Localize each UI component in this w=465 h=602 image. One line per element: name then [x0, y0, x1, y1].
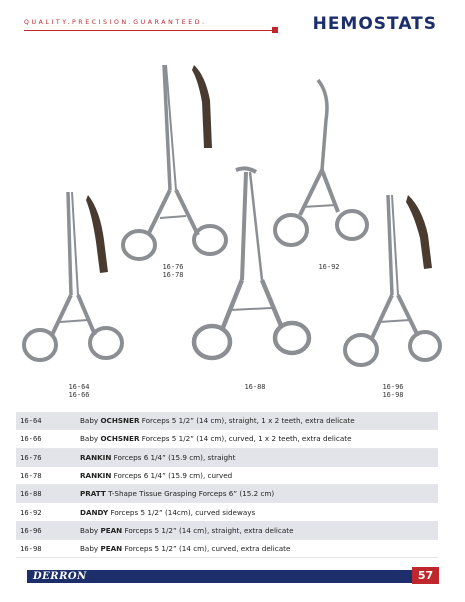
instrument-photos — [0, 40, 465, 405]
page-title: HEMOSTATS — [312, 14, 437, 34]
tagline: QUALITY.PRECISION.GUARANTEED. — [24, 19, 207, 26]
table-row — [16, 503, 438, 521]
table-row — [16, 466, 438, 484]
product-code: 16-76 — [16, 448, 76, 466]
product-description: DANDY Forceps 5 1/2” (14cm), curved sideways — [76, 503, 438, 521]
pratt-forceps-image — [194, 168, 309, 358]
rankin-forceps-image — [123, 65, 226, 259]
product-description: Baby PEAN Forceps 5 1/2” (14 cm), curved, extra delicate — [76, 540, 438, 558]
product-code: 16-78 — [16, 466, 76, 484]
callout-pean: 16-96 16-98 — [382, 383, 404, 399]
callout-dandy: 16-92 — [318, 263, 340, 271]
page-number: 57 — [412, 567, 439, 584]
table-row — [16, 430, 438, 448]
product-code: 16-92 — [16, 503, 76, 521]
product-table — [16, 412, 438, 558]
table-row — [16, 412, 438, 430]
callout-rankin: 16-76 16-78 — [162, 263, 184, 279]
product-description: Baby OCHSNER Forceps 5 1/2” (14 cm), straight, 1 x 2 teeth, extra delicate — [76, 412, 438, 430]
table-row — [16, 448, 438, 466]
table-row — [16, 540, 438, 558]
pean-curved-jaw-image — [406, 195, 432, 269]
table-row — [16, 521, 438, 539]
tagline-rule — [24, 30, 274, 31]
product-description: RANKIN Forceps 6 1/4” (15.9 cm), curved — [76, 466, 438, 484]
product-code: 16-66 — [16, 430, 76, 448]
product-code: 16-98 — [16, 540, 76, 558]
dandy-forceps-image — [275, 80, 367, 245]
ochsner-curved-jaw-image — [86, 195, 108, 273]
tagline-square — [272, 27, 278, 33]
callout-pratt: 16-88 — [244, 383, 266, 391]
brand-logo: DERRON — [33, 571, 87, 582]
product-code: 16-88 — [16, 485, 76, 503]
product-code: 16-64 — [16, 412, 76, 430]
table-row — [16, 485, 438, 503]
callout-ochsner: 16-64 16-66 — [68, 383, 90, 399]
rankin-curved-jaw-image — [192, 65, 212, 148]
product-code: 16-96 — [16, 521, 76, 539]
pean-forceps-image — [345, 195, 440, 365]
product-description: PRATT T-Shape Tissue Grasping Forceps 6” (15.2 cm) — [76, 485, 438, 503]
product-description: Baby PEAN Forceps 5 1/2” (14 cm), straight, extra delicate — [76, 521, 438, 539]
ochsner-forceps-image — [24, 192, 122, 360]
product-description: Baby OCHSNER Forceps 5 1/2” (14 cm), curved, 1 x 2 teeth, extra delicate — [76, 430, 438, 448]
footer-bar — [27, 570, 438, 583]
product-description: RANKIN Forceps 6 1/4” (15.9 cm), straight — [76, 448, 438, 466]
